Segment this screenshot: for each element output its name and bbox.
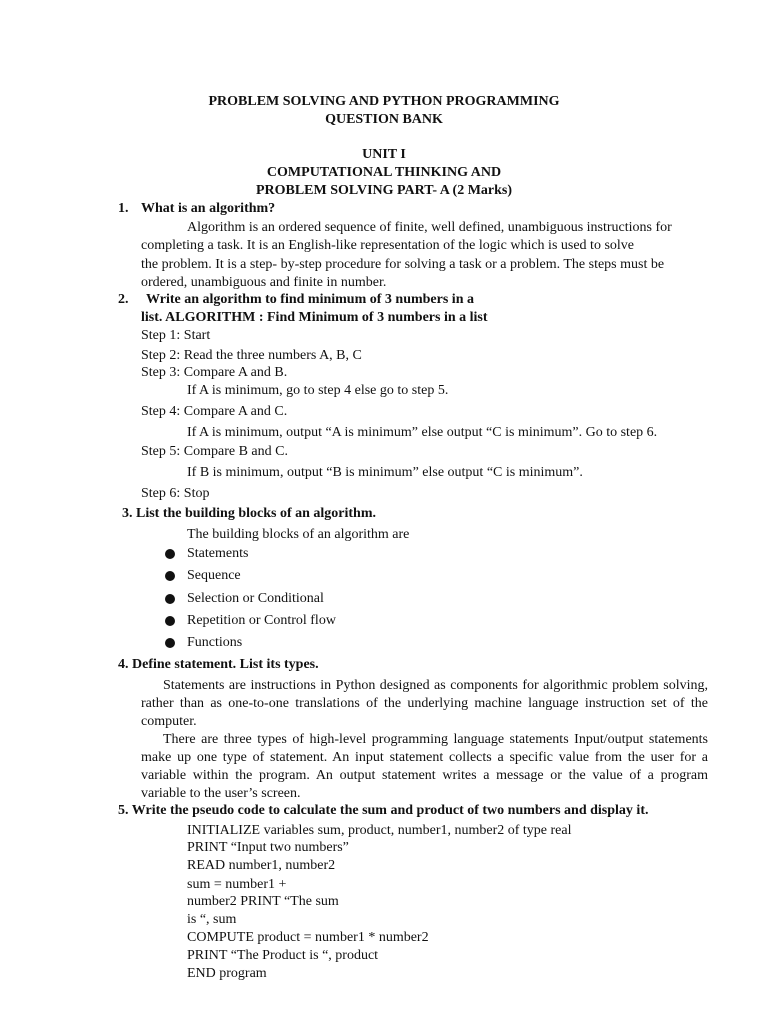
answer-3-intro: The building blocks of an algorithm are bbox=[187, 527, 410, 542]
algorithm-step-detail: If B is minimum, output “B is minimum” else output “C is minimum”. bbox=[187, 465, 583, 480]
question-3: 3. List the building blocks of an algorithm. bbox=[122, 506, 376, 521]
building-block-item: Functions bbox=[187, 635, 243, 650]
question-number-2: 2. bbox=[118, 292, 129, 307]
unit-heading: UNIT I bbox=[362, 147, 406, 162]
algorithm-step: Step 5: Compare B and C. bbox=[141, 444, 288, 459]
pseudocode-line: COMPUTE product = number1 * number2 bbox=[187, 930, 429, 945]
answer-1-line: completing a task. It is an English-like representation of the logic which is used to solve bbox=[141, 238, 635, 253]
bullet-icon bbox=[165, 616, 175, 626]
pseudocode-line: is “, sum bbox=[187, 912, 237, 927]
pseudocode-line: INITIALIZE variables sum, product, number1, number2 of type real bbox=[187, 823, 572, 838]
algorithm-step-detail: If A is minimum, output “A is minimum” else output “C is minimum”. Go to step 6. bbox=[187, 425, 658, 440]
bullet-icon bbox=[165, 638, 175, 648]
answer-1-line: Algorithm is an ordered sequence of finite, well defined, unambiguous instructions for bbox=[187, 220, 672, 235]
question-1: What is an algorithm? bbox=[141, 201, 276, 216]
algorithm-step: Step 4: Compare A and C. bbox=[141, 404, 288, 419]
building-block-item: Sequence bbox=[187, 568, 241, 583]
question-2-line: Write an algorithm to find minimum of 3 numbers in a bbox=[146, 292, 474, 307]
building-block-item: Selection or Conditional bbox=[187, 591, 324, 606]
question-number-1: 1. bbox=[118, 201, 129, 216]
pseudocode-line: END program bbox=[187, 966, 267, 981]
question-5: 5. Write the pseudo code to calculate the sum and product of two numbers and display it. bbox=[118, 803, 649, 818]
building-block-item: Repetition or Control flow bbox=[187, 613, 336, 628]
document-title: PROBLEM SOLVING AND PYTHON PROGRAMMING bbox=[208, 94, 560, 109]
answer-1-line: the problem. It is a step- by-step procedure for solving a task or a problem. The steps must be bbox=[141, 257, 665, 272]
answer-1-line: ordered, unambiguous and finite in number. bbox=[141, 275, 387, 290]
pseudocode-line: PRINT “Input two numbers” bbox=[187, 840, 349, 855]
question-2-line: list. ALGORITHM : Find Minimum of 3 numbers in a list bbox=[141, 310, 488, 325]
document-subtitle: QUESTION BANK bbox=[325, 112, 443, 127]
algorithm-step: Step 2: Read the three numbers A, B, C bbox=[141, 348, 362, 363]
pseudocode-line: sum = number1 + bbox=[187, 877, 287, 892]
answer-4-paragraph-1: Statements are instructions in Python designed as components for algorithmic problem solving, rather than as one-to-one translations of the underlying machine language instruction set of the computer. bbox=[141, 678, 708, 729]
bullet-icon bbox=[165, 594, 175, 604]
algorithm-step: Step 6: Stop bbox=[141, 486, 210, 501]
algorithm-step: Step 3: Compare A and B. bbox=[141, 365, 288, 380]
algorithm-step: Step 1: Start bbox=[141, 328, 211, 343]
bullet-icon bbox=[165, 549, 175, 559]
part-title: PROBLEM SOLVING PART- A (2 Marks) bbox=[255, 183, 513, 198]
building-block-item: Statements bbox=[187, 546, 249, 561]
bullet-icon bbox=[165, 571, 175, 581]
algorithm-step-detail: If A is minimum, go to step 4 else go to step 5. bbox=[187, 383, 449, 398]
pseudocode-line: number2 PRINT “The sum bbox=[187, 894, 339, 909]
unit-title: COMPUTATIONAL THINKING AND bbox=[266, 165, 502, 180]
question-4: 4. Define statement. List its types. bbox=[118, 657, 319, 672]
pseudocode-line: PRINT “The Product is “, product bbox=[187, 948, 379, 963]
answer-4-paragraph-2: There are three types of high-level programming language statements Input/output statements make up one type of statement. An input statement collects a specific value from the user for a variable within the program. An output statement writes a message or the value of a program variable to the user’s screen. bbox=[141, 732, 708, 801]
pseudocode-line: READ number1, number2 bbox=[187, 858, 336, 873]
